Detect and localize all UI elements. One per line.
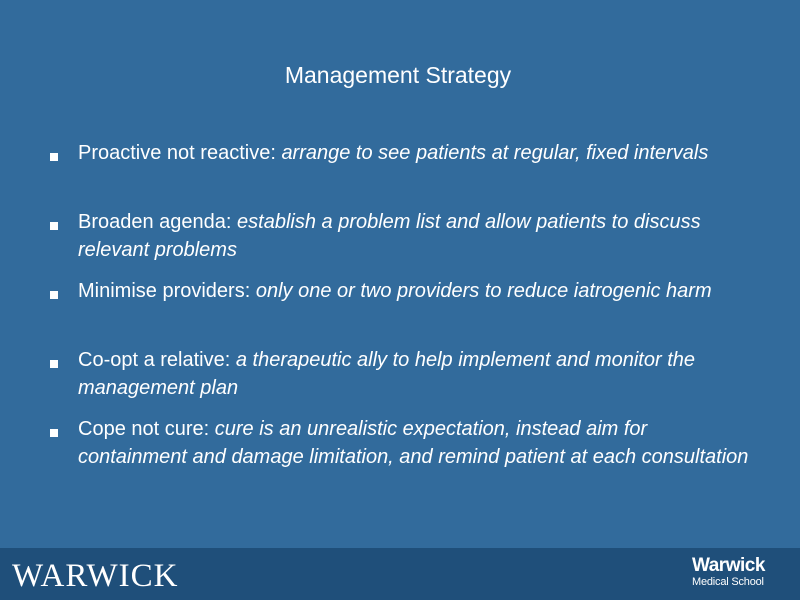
bullet-description: a therapeutic ally to help implement and monitor the management plan <box>78 349 696 399</box>
slide-title: Management Strategy <box>284 62 512 88</box>
logo-line-1: Warwick <box>692 555 765 576</box>
bullet-term: Cope not cure: <box>78 418 210 440</box>
bullet-description: only one or two providers to reduce iatrogenic harm <box>255 280 712 302</box>
bullet-square-icon <box>50 153 58 161</box>
bullet-term: Proactive not reactive: <box>78 142 276 164</box>
bullet-square-icon <box>50 360 58 368</box>
bullet-text <box>78 209 758 264</box>
bullet-term: Co-opt a relative: <box>78 349 231 371</box>
footer-bar <box>0 548 800 600</box>
warwick-medical-school-logo <box>692 556 792 589</box>
bullet-description: arrange to see patients at regular, fixed intervals <box>281 142 709 164</box>
warwick-logo: WARWICK <box>12 558 179 594</box>
bullet-term: Minimise providers: <box>78 280 251 302</box>
logo-line-2: Medical School <box>692 576 764 588</box>
bullet-term: Broaden agenda: <box>78 211 232 233</box>
bullet-text <box>78 347 758 402</box>
bullet-square-icon <box>50 222 58 230</box>
bullet-text <box>78 416 758 471</box>
bullet-square-icon <box>50 429 58 437</box>
bullet-description: establish a problem list and allow patients to discuss relevant problems <box>78 211 701 261</box>
bullet-text <box>78 140 758 168</box>
bullet-description: cure is an unrealistic expectation, instead aim for containment and damage limitation, and remind patient at each consultation <box>78 418 749 468</box>
bullet-text <box>78 278 758 306</box>
bullet-square-icon <box>50 291 58 299</box>
